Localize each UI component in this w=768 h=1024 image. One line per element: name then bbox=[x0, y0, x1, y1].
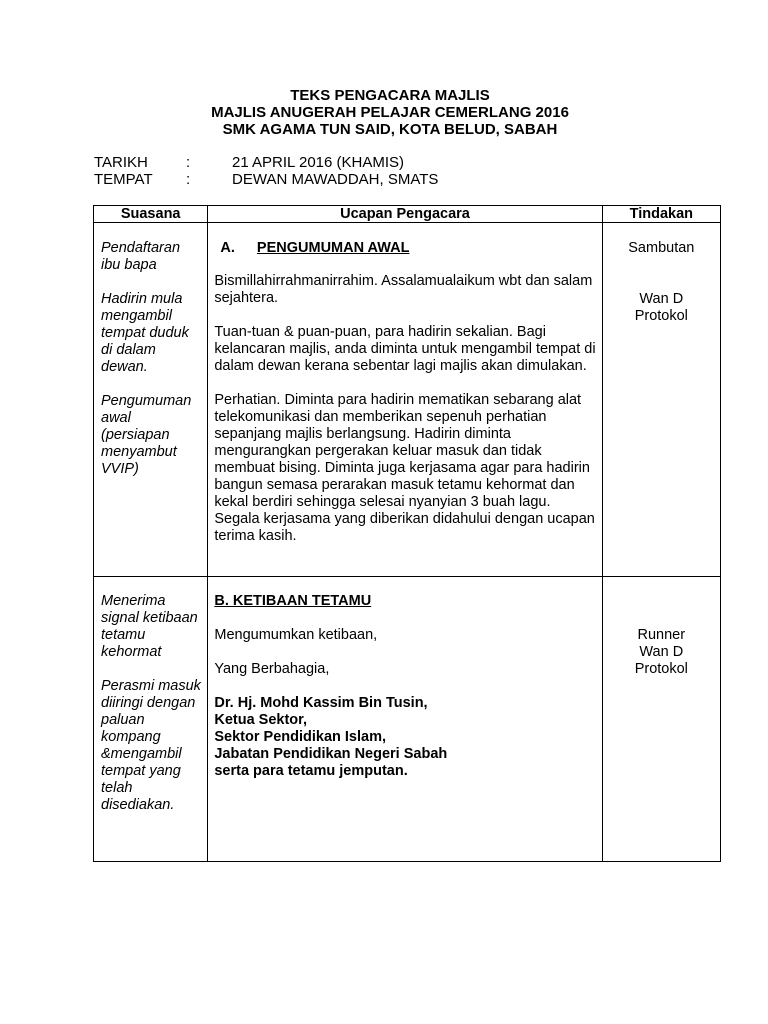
suasana-cell-a bbox=[94, 223, 208, 577]
tempat-colon: : bbox=[186, 171, 191, 188]
table-row-section-a bbox=[94, 223, 721, 577]
suasana-b-1: Menerima signal ketibaan tetamu kehormat bbox=[101, 593, 198, 660]
meta-row-tempat bbox=[94, 171, 438, 188]
suasana-cell-b bbox=[94, 577, 208, 862]
section-a-heading: PENGUMUMAN AWAL bbox=[256, 240, 410, 256]
tindakan-b-2: Wan D bbox=[639, 644, 684, 660]
header-ucapan: Ucapan Pengacara bbox=[208, 206, 602, 223]
vip-department: Jabatan Pendidikan Negeri Sabah bbox=[214, 746, 448, 762]
suasana-a-1: Pendaftaran ibu bapa bbox=[101, 240, 181, 273]
section-b-para-1: Mengumumkan ketibaan, bbox=[214, 627, 378, 643]
tindakan-a-2a: Wan D bbox=[639, 291, 684, 307]
tindakan-b-3: Protokol bbox=[634, 661, 688, 677]
section-b-para-2: Yang Berbahagia, bbox=[214, 661, 330, 677]
ucapan-cell-b bbox=[208, 577, 602, 862]
vip-title: Ketua Sektor, bbox=[214, 712, 308, 728]
header-school: SMK AGAMA TUN SAID, KOTA BELUD, SABAH bbox=[222, 121, 558, 138]
tempat-label: TEMPAT bbox=[94, 171, 153, 188]
suasana-b-2: Perasmi masuk diiringi dengan paluan kompang &mengambil tempat yang telah disediakan. bbox=[101, 678, 201, 813]
vip-name: Dr. Hj. Mohd Kassim Bin Tusin, bbox=[214, 695, 428, 711]
table-header-row bbox=[94, 206, 721, 223]
document-header bbox=[0, 87, 768, 138]
event-meta bbox=[94, 154, 438, 188]
section-b-heading: B. KETIBAAN TETAMU bbox=[214, 593, 372, 609]
tempat-value: DEWAN MAWADDAH, SMATS bbox=[232, 171, 439, 188]
section-b-title bbox=[214, 593, 595, 610]
section-a-para-2: Tuan-tuan & puan-puan, para hadirin sekalian. Bagi kelancaran majlis, anda diminta untuk mengambil tempat di dalam dewan kerana sebentar lagi majlis akan dimulakan. bbox=[214, 324, 596, 374]
header-tindakan: Tindakan bbox=[602, 206, 720, 223]
tindakan-a-2b: Protokol bbox=[634, 308, 688, 324]
tarikh-colon: : bbox=[186, 154, 191, 171]
section-a-title bbox=[214, 240, 595, 257]
header-event: MAJLIS ANUGERAH PELAJAR CEMERLANG 2016 bbox=[211, 104, 569, 121]
tarikh-value: 21 APRIL 2016 (KHAMIS) bbox=[232, 154, 405, 171]
table-row-section-b bbox=[94, 577, 721, 862]
tindakan-cell-a bbox=[602, 223, 720, 577]
tarikh-label: TARIKH bbox=[94, 154, 148, 171]
tindakan-b-1: Runner bbox=[637, 627, 686, 643]
meta-row-tarikh bbox=[94, 154, 438, 171]
section-a-para-3: Perhatian. Diminta para hadirin mematikan sebarang alat telekomunikasi dan memberikan sepenuh perhatian sepanjang majlis berlangsung. Hadirin diminta mengurangkan pergerakan keluar masuk dan tidak membuat bising. Diminta juga kerjasama agar para hadirin bangun semasa perarakan masuk tetamu kehormat dan kekal berdiri sehingga selesai nyanyian 3 buah lagu. Segala kerjasama yang diberikan didahului dengan ucapan terima kasih. bbox=[214, 392, 595, 544]
section-a-letter: A. bbox=[220, 240, 235, 256]
header-suasana: Suasana bbox=[94, 206, 208, 223]
schedule-table bbox=[93, 205, 721, 862]
suasana-a-3: Pengumuman awal (persiapan menyambut VVIP) bbox=[101, 393, 192, 477]
vip-sector: Sektor Pendidikan Islam, bbox=[214, 729, 387, 745]
vip-guests: serta para tetamu jemputan. bbox=[214, 763, 408, 779]
section-a-para-1: Bismillahirrahmanirrahim. Assalamualaikum wbt dan salam sejahtera. bbox=[214, 273, 593, 306]
header-title: TEKS PENGACARA MAJLIS bbox=[290, 87, 490, 104]
ucapan-cell-a bbox=[208, 223, 602, 577]
tindakan-cell-b bbox=[602, 577, 720, 862]
suasana-a-2: Hadirin mula mengambil tempat duduk di dalam dewan. bbox=[101, 291, 189, 375]
tindakan-a-1: Sambutan bbox=[628, 240, 695, 256]
